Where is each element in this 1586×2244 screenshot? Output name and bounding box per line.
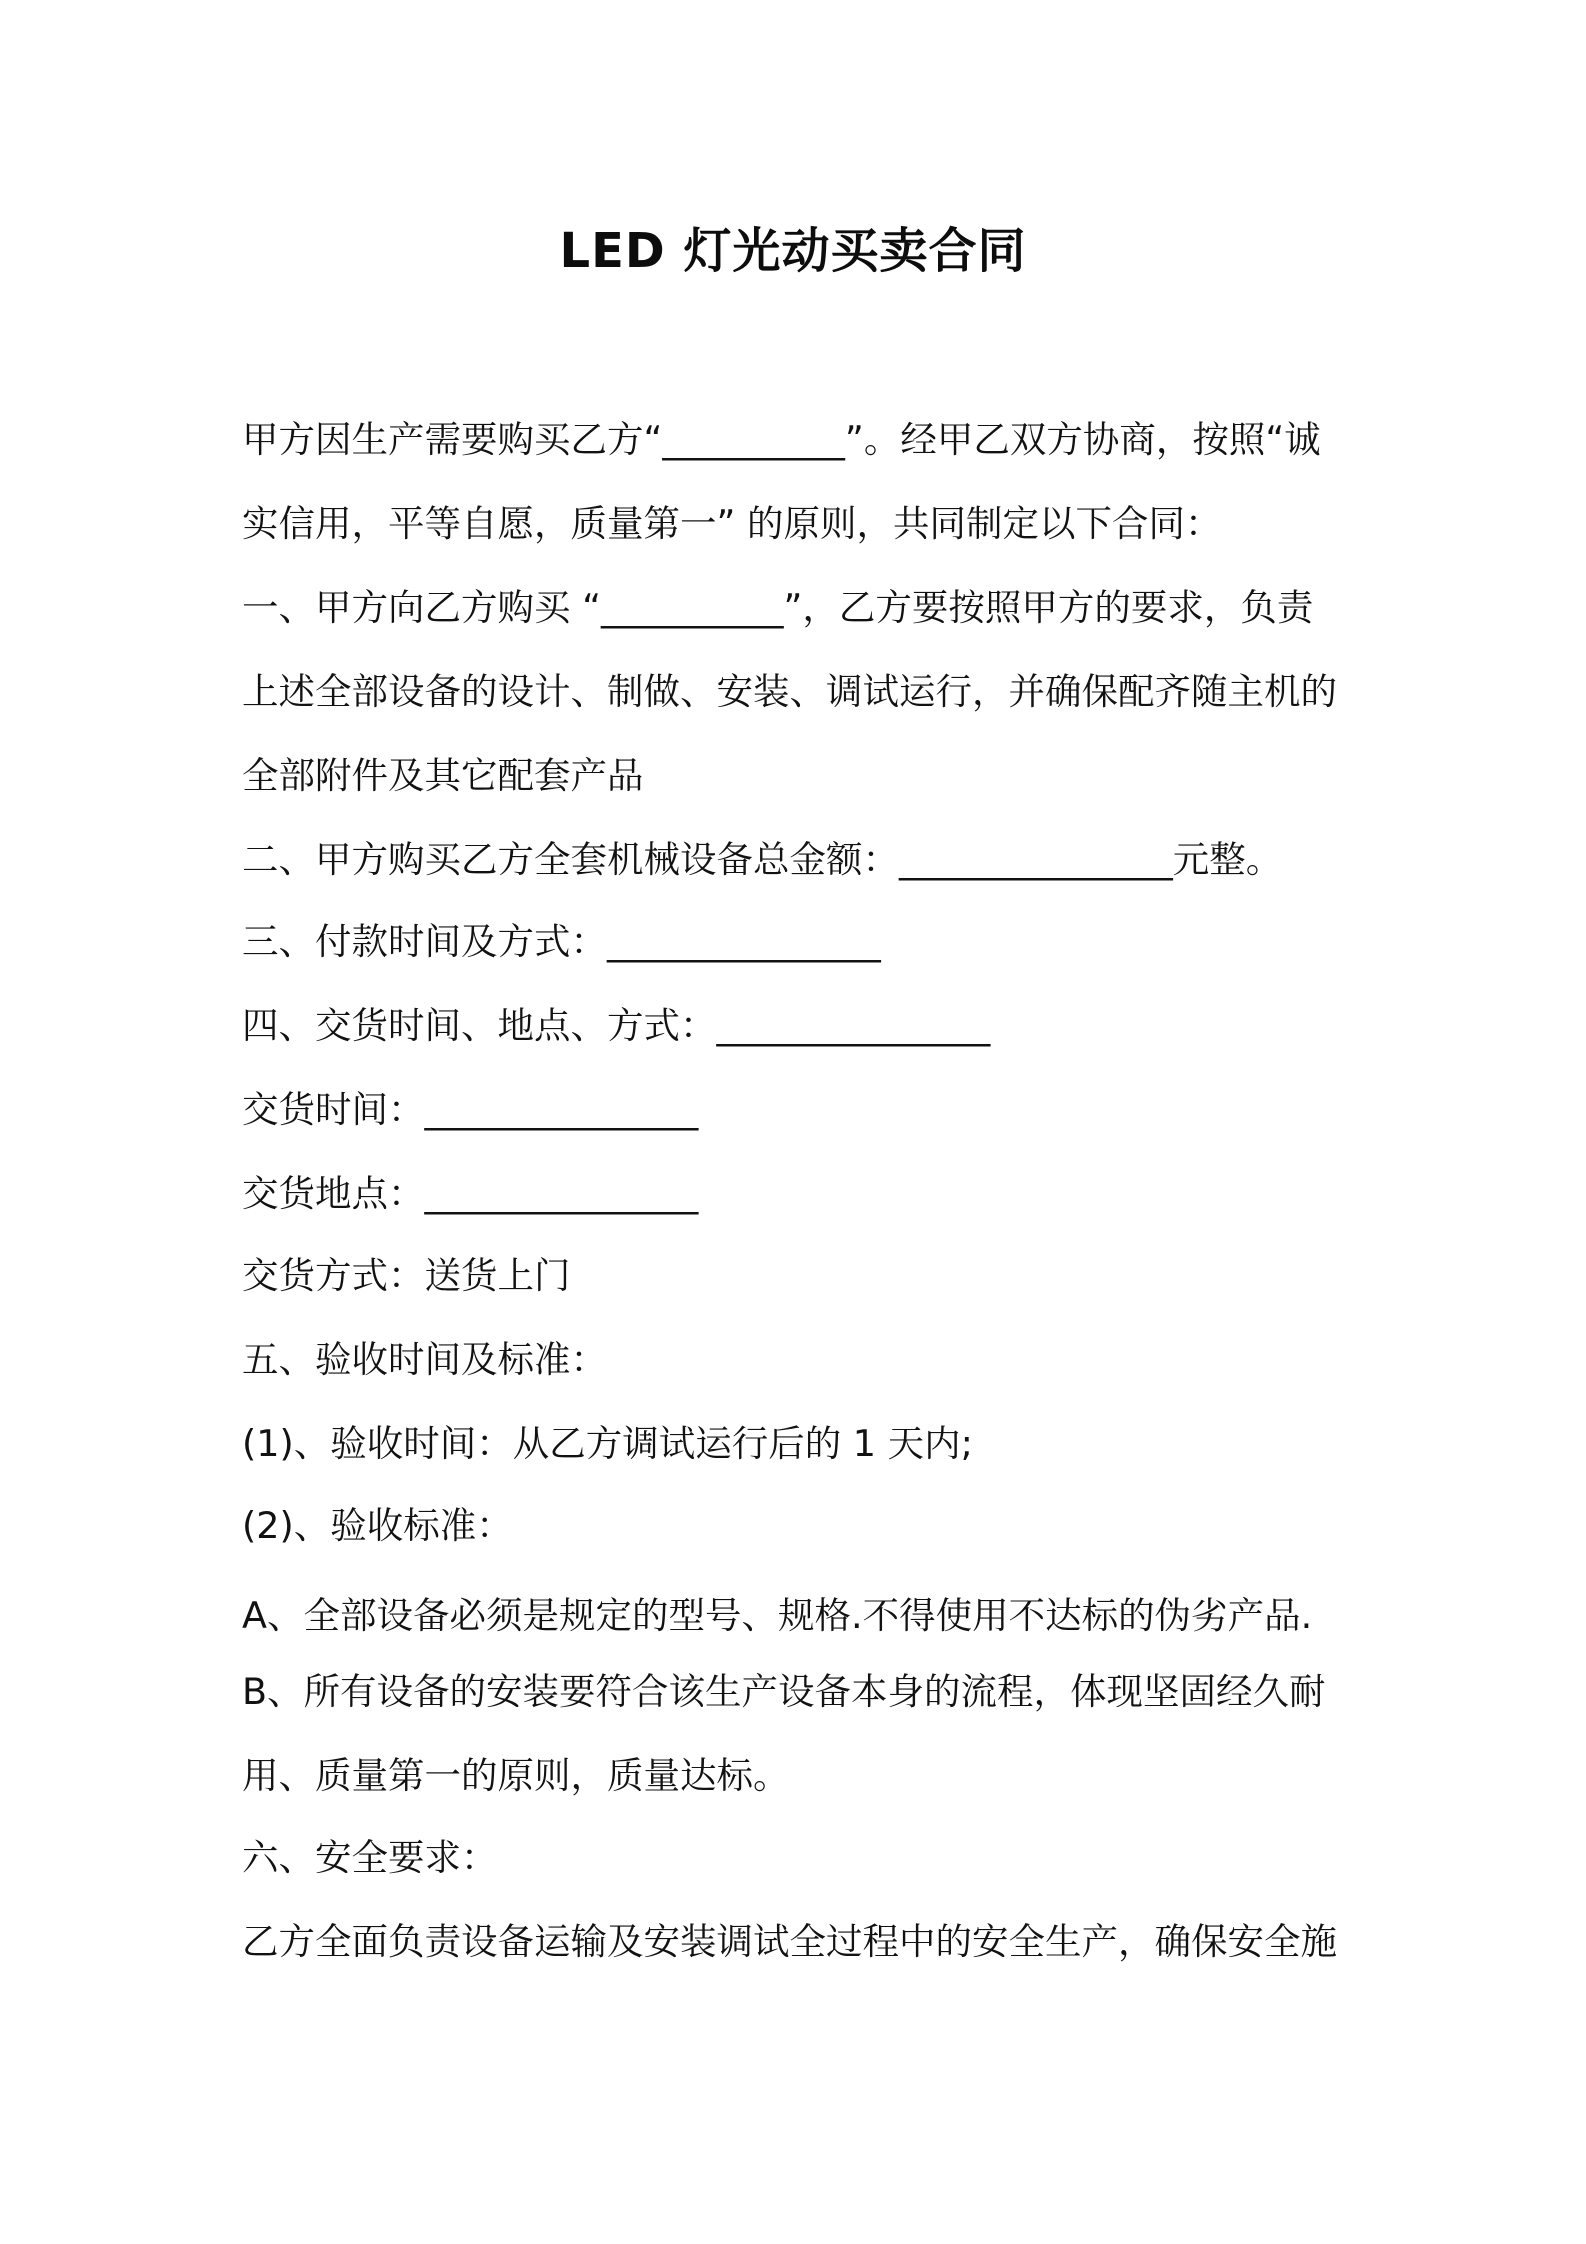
body-line: 上述全部设备的设计、制做、安装、调试运行，并确保配齐随主机的: [242, 670, 1337, 713]
body-line: 交货地点：_______________: [242, 1172, 699, 1215]
body-line: 实信用，平等自愿，质量第一” 的原则，共同制定以下合同：: [242, 502, 1222, 545]
body-line: 二、甲方购买乙方全套机械设备总金额：_______________元整。: [242, 838, 1283, 881]
body-line: 乙方全面负责设备运输及安装调试全过程中的安全生产，确保安全施: [242, 1920, 1337, 1963]
document-title: LED 灯光动买卖合同: [559, 223, 1027, 279]
body-line: (2)、验收标准：: [242, 1504, 513, 1547]
body-line: (1)、验收时间：从乙方调试运行后的 1 天内;: [242, 1422, 973, 1465]
body-line: 五、验收时间及标准：: [242, 1338, 607, 1381]
body-line: 全部附件及其它配套产品: [242, 754, 644, 797]
body-line: 四、交货时间、地点、方式：_______________: [242, 1004, 991, 1047]
body-line: 用、质量第一的原则，质量达标。: [242, 1754, 790, 1797]
body-line: 一、甲方向乙方购买 “__________”，乙方要按照甲方的要求，负责: [242, 586, 1314, 629]
body-line: 交货方式：送货上门: [242, 1254, 571, 1297]
body-line: A、全部设备必须是规定的型号、规格.不得使用不达标的伪劣产品.: [242, 1594, 1313, 1637]
body-line: B、所有设备的安装要符合该生产设备本身的流程，体现坚固经久耐: [242, 1670, 1326, 1713]
body-line: 甲方因生产需要购买乙方“__________”。经甲乙双方协商，按照“诚: [242, 418, 1321, 461]
body-line: 交货时间：_______________: [242, 1088, 699, 1131]
body-line: 三、付款时间及方式：_______________: [242, 920, 881, 963]
body-line: 六、安全要求：: [242, 1836, 498, 1879]
